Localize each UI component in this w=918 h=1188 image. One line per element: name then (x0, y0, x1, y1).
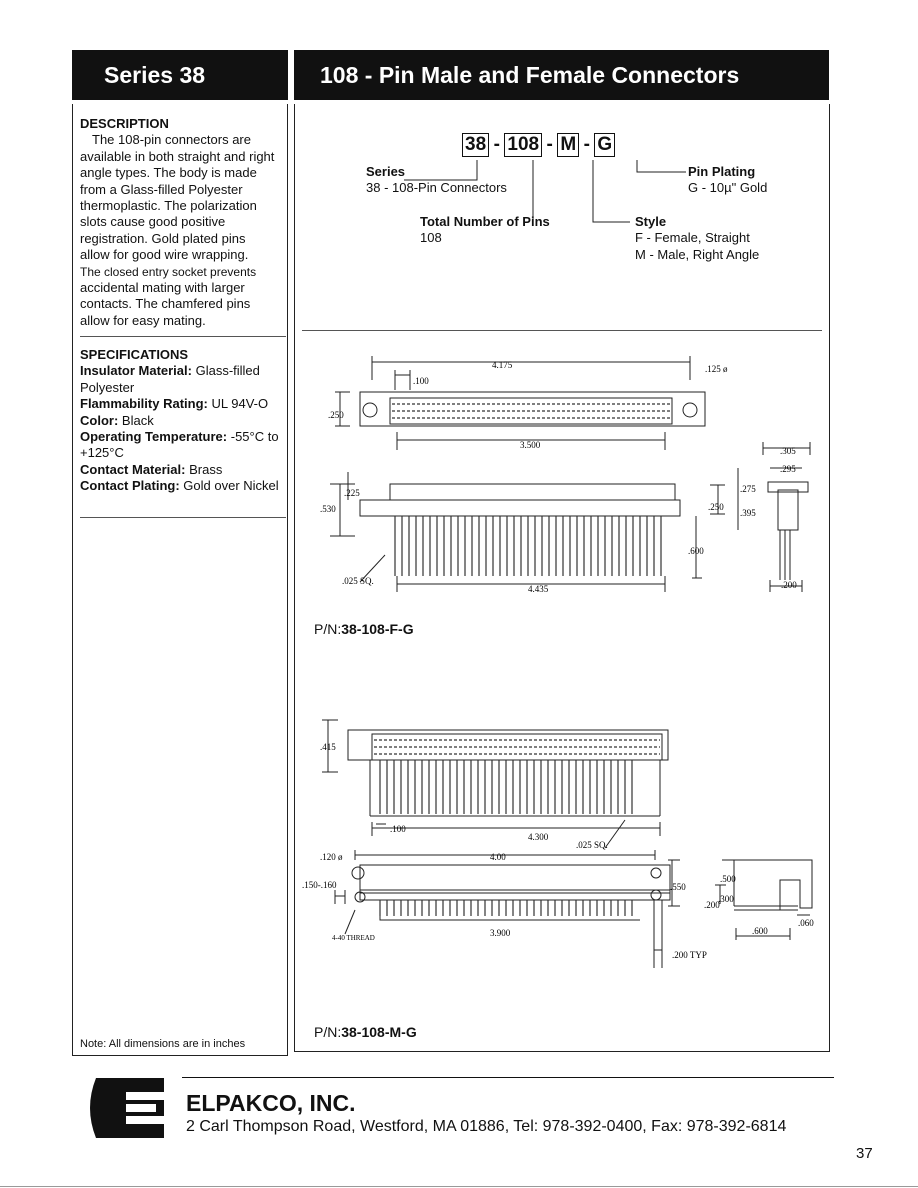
series-label-block (366, 164, 507, 197)
description-line: available in both straight and right (80, 148, 275, 164)
dim-label: 4.00 (490, 852, 506, 862)
code-box-style: M (557, 133, 579, 157)
description-line: allow for good wire wrapping. (80, 247, 249, 263)
dim-label: .600 (752, 926, 768, 936)
dim-label: .275 (740, 484, 756, 494)
company-name: ELPAKCO, INC. (186, 1090, 356, 1116)
mount-hole-icon (651, 890, 661, 900)
divider (80, 517, 286, 518)
plating-value: G - 10µ" Gold (688, 180, 768, 196)
male-part-number: P/N:38-108-M-G (314, 1024, 417, 1040)
code-box-pins: 108 (504, 133, 542, 157)
dim-label: .200 (781, 580, 797, 590)
dim-label: .300 (718, 894, 734, 904)
page-number: 37 (856, 1145, 873, 1162)
page-title: 108 - Pin Male and Female Connectors (294, 50, 829, 100)
spec-value: UL 94V-O (211, 396, 269, 412)
female-part-number: P/N:38-108-F-G (314, 621, 414, 637)
spec-item (80, 478, 286, 494)
spec-item (80, 363, 286, 396)
spec-label: Contact Plating: (80, 478, 180, 494)
style-label-block (635, 214, 759, 263)
spec-label: Operating Temperature: (80, 429, 228, 445)
dim-label: .100 (413, 376, 429, 386)
pins-value: 108 (420, 230, 442, 246)
bottom-rule (0, 1186, 918, 1187)
mount-hole-icon (683, 403, 697, 417)
description-heading: DESCRIPTION (80, 116, 169, 131)
elpakco-logo-icon (82, 1074, 166, 1140)
spec-value: Gold over Nickel (183, 478, 279, 494)
dim-label: .060 (798, 918, 814, 928)
code-dash: - (493, 134, 500, 155)
company-address: 2 Carl Thompson Road, Westford, MA 01886, Tel: 978-392-0400, Fax: 978-392-6814 (186, 1118, 787, 1135)
style-f: F - Female, Straight (635, 230, 750, 246)
dim-label: .250 (708, 502, 724, 512)
description-line: registration. Gold plated pins (80, 230, 246, 246)
male-connector-drawing (300, 710, 820, 970)
footer-rule (182, 1077, 834, 1078)
style-m: M - Male, Right Angle (635, 246, 760, 262)
dim-label: .415 (320, 742, 336, 752)
female-top-body (360, 392, 705, 426)
code-box-plating: G (594, 133, 615, 157)
divider (302, 330, 822, 331)
dim-label: .395 (740, 508, 756, 518)
mount-hole-icon (363, 403, 377, 417)
dim-label: 4.300 (528, 832, 549, 842)
dim-label: .225 (344, 488, 360, 498)
specifications-section (80, 347, 286, 495)
spec-item (80, 429, 286, 462)
code-dash: - (546, 134, 553, 155)
spec-label: Color: (80, 412, 119, 428)
spec-item (80, 413, 286, 429)
description-line: slots cause good positive (80, 214, 226, 230)
description-line: accidental mating with larger (80, 280, 245, 296)
dim-label: .500 (720, 874, 736, 884)
code-dash: - (583, 134, 590, 155)
specifications-heading: SPECIFICATIONS (80, 347, 189, 362)
description-section (80, 116, 286, 329)
description-line: contacts. The chamfered pins (80, 296, 251, 312)
plating-label-block (688, 164, 767, 197)
pins-label-block (420, 214, 550, 247)
description-line: The 108-pin connectors are (92, 132, 251, 148)
spec-label: Flammability Rating: (80, 396, 208, 412)
dim-label: .600 (688, 546, 704, 556)
spec-value: Black (121, 412, 154, 428)
dim-label: .200 (704, 900, 720, 910)
series-desc: 38 - 108-Pin Connectors (366, 180, 507, 196)
dim-label: .025 SQ. (342, 576, 374, 586)
dim-label: .200 TYP (672, 950, 707, 960)
dim-label: 4-40 THREAD (332, 934, 375, 942)
note: Note: All dimensions are in inches (80, 1038, 246, 1050)
description-line: thermoplastic. The polarization (80, 198, 257, 214)
description-line: The closed entry socket prevents (80, 264, 257, 279)
spec-item (80, 462, 286, 478)
dim-label: .295 (780, 464, 796, 474)
dim-label: 4.175 (492, 360, 513, 370)
plating-label: Pin Plating (688, 164, 756, 179)
spec-item (80, 396, 286, 412)
series-header: Series 38 (72, 50, 288, 100)
code-box-series: 38 (462, 133, 489, 157)
dim-label: .250 (328, 410, 344, 420)
dim-label: .025 SQ. (576, 840, 608, 850)
dim-label: .125 ø (705, 364, 728, 374)
description-line: allow for easy mating. (80, 312, 206, 328)
dim-label: .120 ø (320, 852, 343, 862)
dim-label: 3.900 (490, 928, 511, 938)
style-label: Style (635, 214, 667, 229)
spec-value: Brass (189, 461, 223, 477)
description-line: from a Glass-filled Polyester (80, 181, 243, 197)
description-line: angle types. The body is made (80, 165, 257, 181)
spec-label: Insulator Material: (80, 363, 192, 379)
female-connector-drawing (300, 340, 820, 620)
spec-value: Glass-filled Polyester (80, 363, 260, 395)
dim-label: .100 (390, 824, 406, 834)
mount-hole-icon (651, 868, 661, 878)
dim-label: 4.435 (528, 584, 549, 594)
dim-label: .305 (780, 446, 796, 456)
dim-label: .150-.160 (302, 880, 337, 890)
divider (80, 336, 286, 337)
dim-label: .550 (670, 882, 686, 892)
spec-value: -55°C to +125°C (80, 429, 279, 461)
dim-label: .530 (320, 504, 336, 514)
spec-label: Contact Material: (80, 461, 186, 477)
pins-label: Total Number of Pins (420, 214, 550, 229)
series-label: Series (366, 164, 406, 179)
mount-hole-icon (352, 867, 364, 879)
dim-label: 3.500 (520, 440, 541, 450)
